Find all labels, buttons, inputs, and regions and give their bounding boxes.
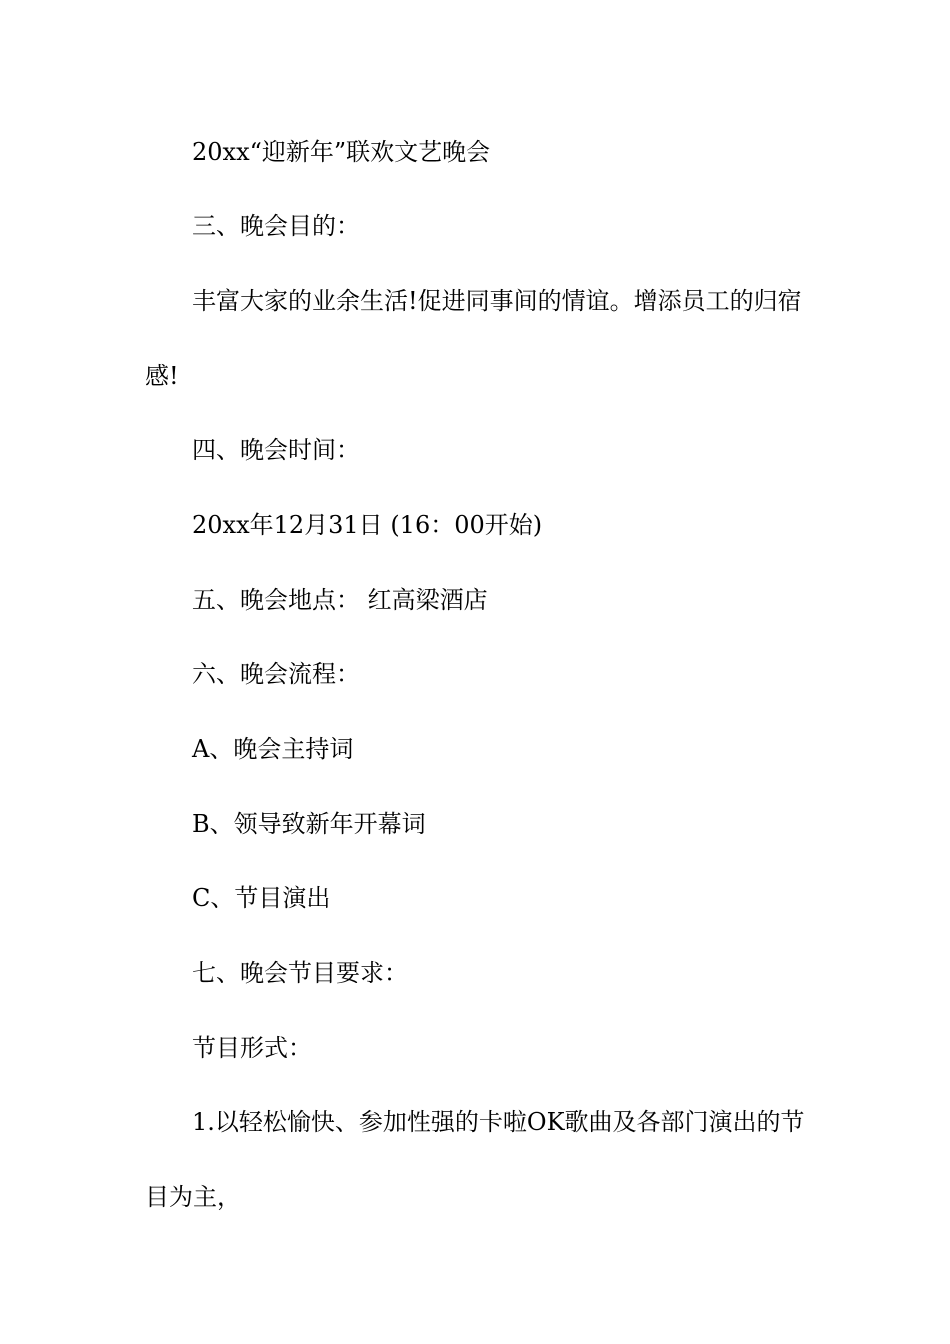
purpose-text-line-1: 丰富大家的业余生活!促进同事间的情谊。增添员工的归宿 [192, 287, 802, 315]
section-heading-time: 四、晚会时间： [192, 436, 360, 464]
program-format-label: 节目形式： [192, 1034, 312, 1062]
section-heading-location: 五、晚会地点： 红高梁酒店 [192, 586, 488, 614]
process-item-b: B、领导致新年开幕词 [192, 810, 426, 838]
requirement-item-1-line-2: 目为主， [145, 1183, 241, 1211]
section-heading-requirements: 七、晚会节目要求： [192, 959, 408, 987]
process-item-a: A、晚会主持词 [192, 735, 354, 763]
section-heading-process: 六、晚会流程： [192, 660, 360, 688]
process-item-c: C、节目演出 [192, 884, 331, 912]
requirement-item-1-line-1: 1.以轻松愉快、参加性强的卡啦OK歌曲及各部门演出的节 [192, 1108, 805, 1136]
event-title-line: 20xx“迎新年”联欢文艺晚会 [192, 138, 491, 166]
purpose-text-line-2: 感! [145, 362, 179, 390]
section-heading-purpose: 三、晚会目的： [192, 212, 360, 240]
time-text: 20xx年12月31日 (16：00开始) [192, 511, 543, 539]
